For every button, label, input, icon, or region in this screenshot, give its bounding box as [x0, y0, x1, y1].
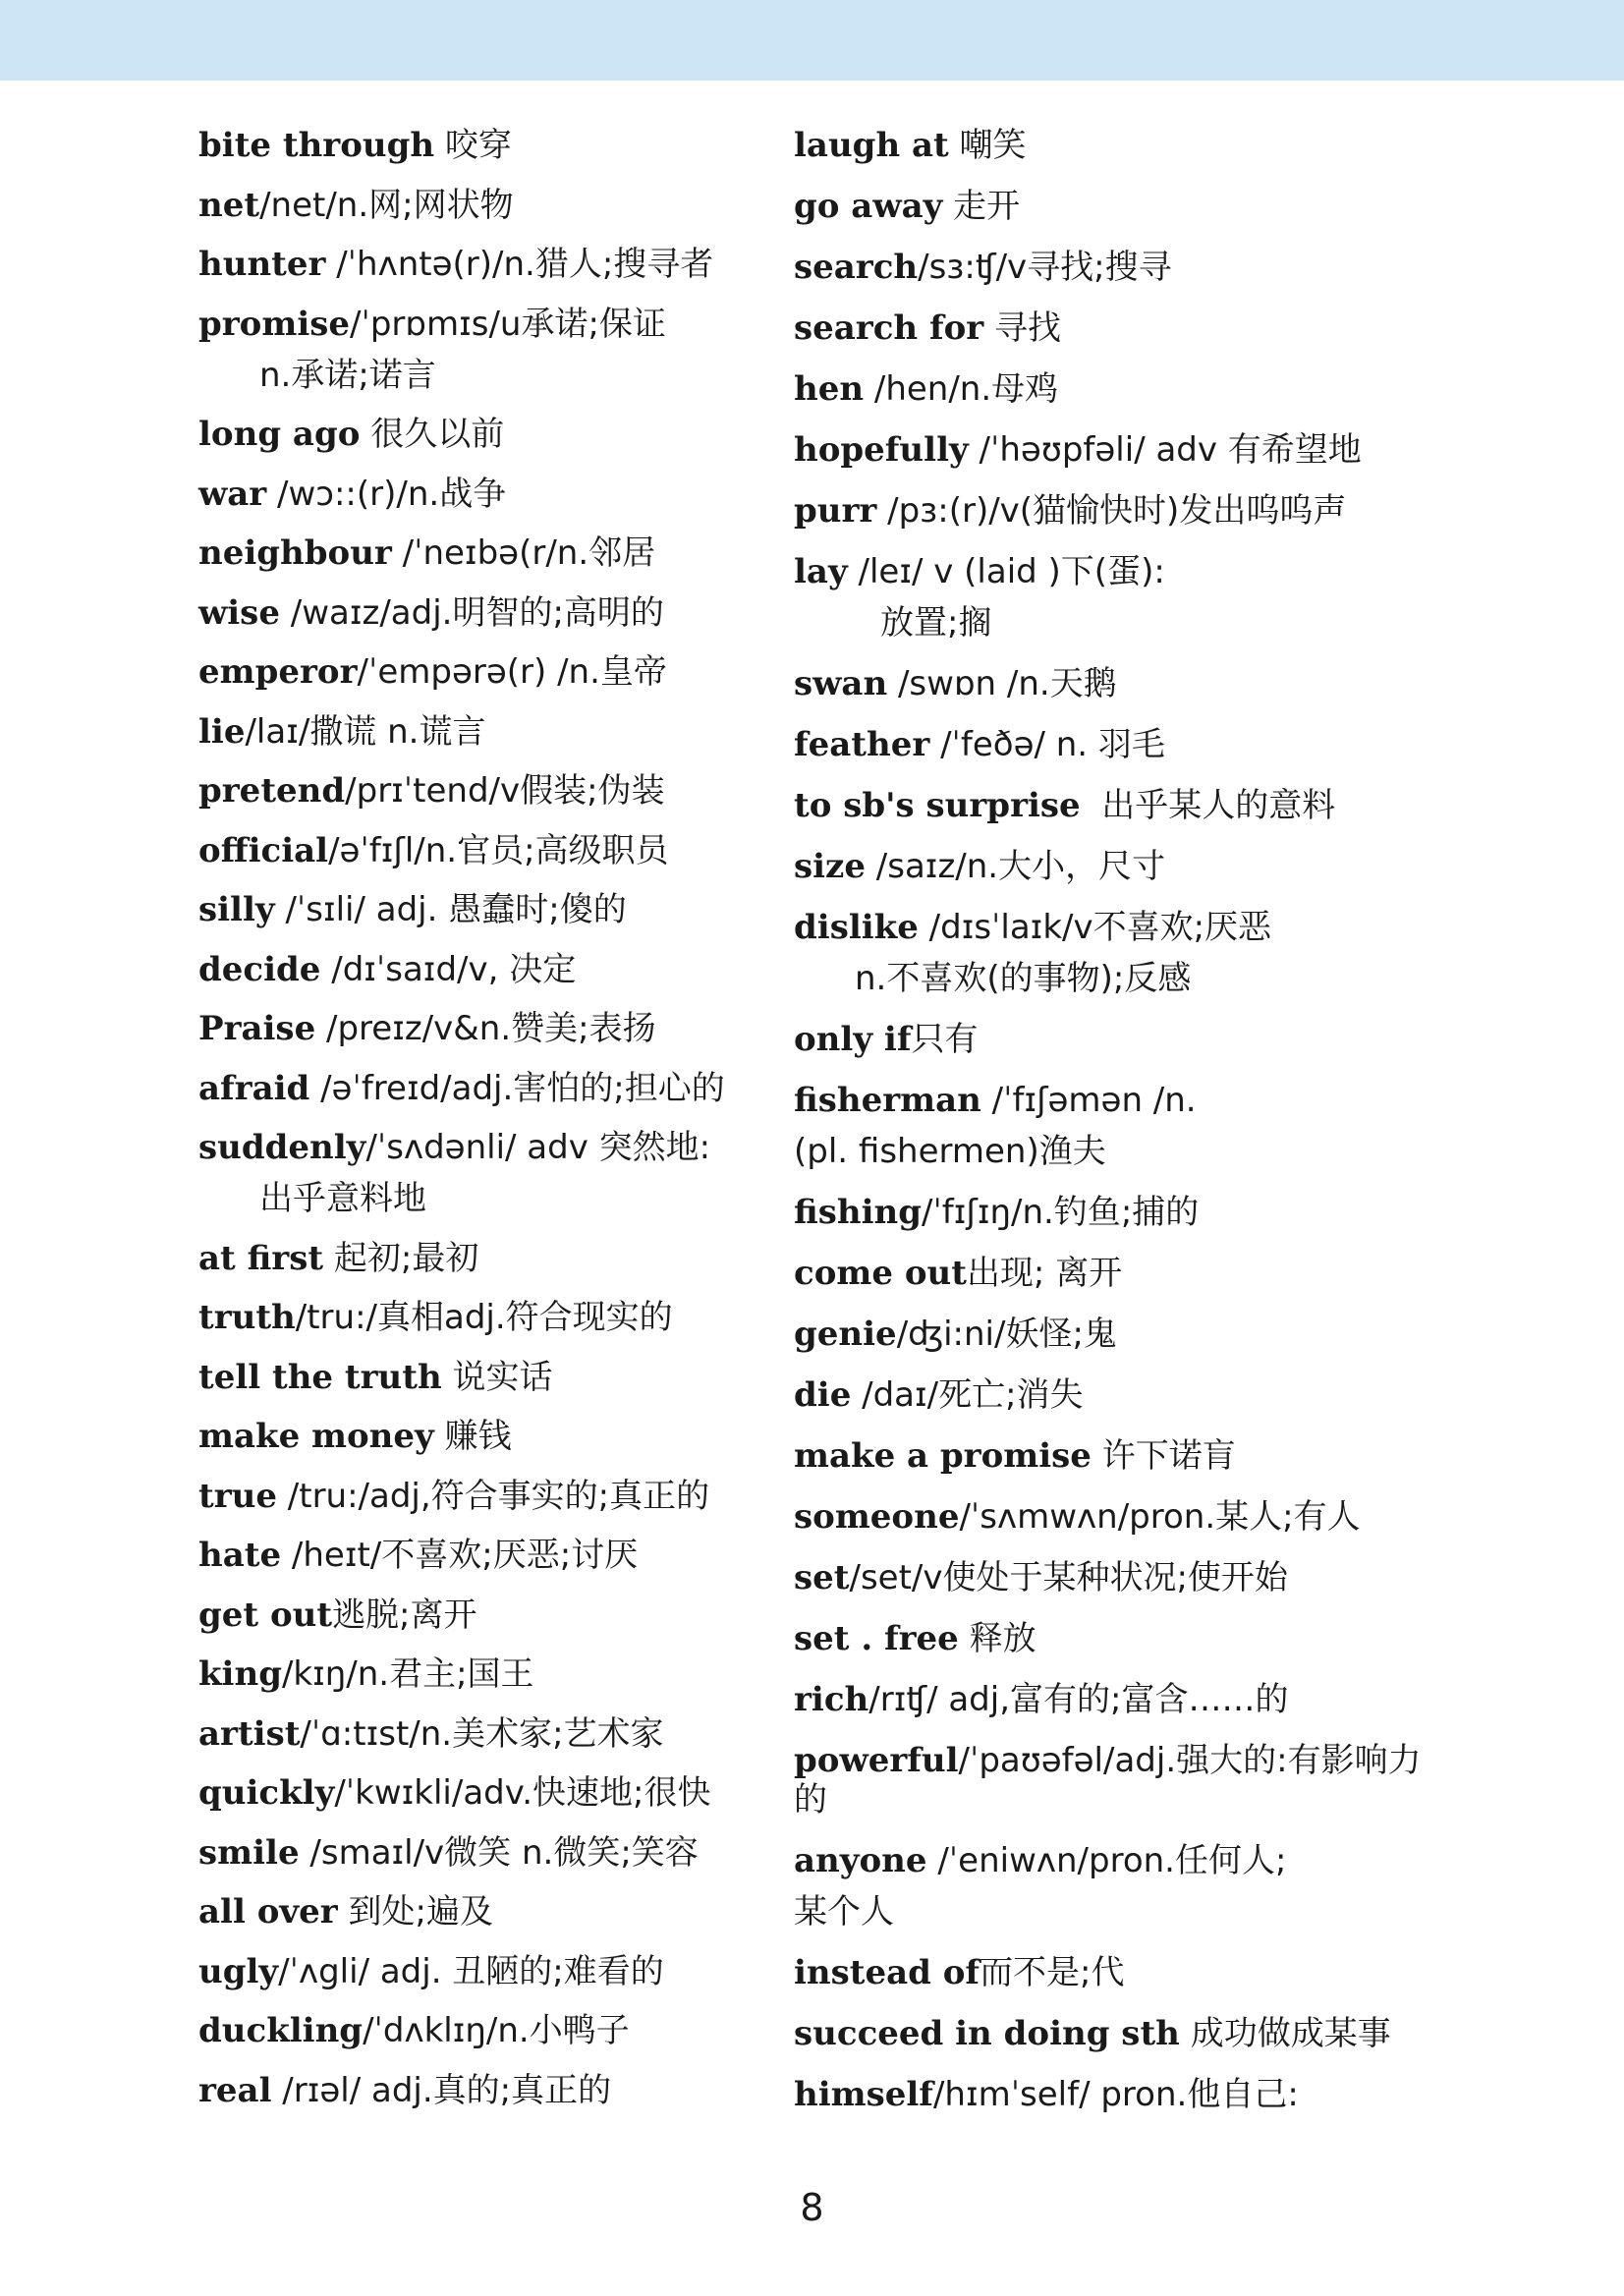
- vocab-definition: 出现; 离开: [966, 1254, 1123, 1293]
- vocab-entry: [794, 908, 1423, 998]
- vocab-definition: /dɪˈsaɪd/v, 决定: [320, 949, 577, 989]
- vocab-definition: /ˈfeðə/ n. 羽毛: [929, 725, 1165, 764]
- vocab-word: powerful: [794, 1741, 959, 1780]
- vocab-word: smile: [198, 1832, 300, 1873]
- vocab-entry: [198, 475, 749, 514]
- vocab-entry: [794, 1680, 1423, 1719]
- header-band: [0, 0, 1624, 81]
- vocab-definition: 成功做成某事: [1179, 2014, 1391, 2053]
- vocab-definition: 起初;最初: [323, 1238, 479, 1278]
- vocab-definition: /ˈhəʊpfəli/ adv 有希望地: [968, 430, 1362, 470]
- left-column: [198, 126, 749, 2130]
- vocab-definition: /rɪəl/ adj.真的;真正的: [271, 2070, 612, 2110]
- vocab-entry: [198, 415, 749, 454]
- vocab-definition: /ˈpaʊəfəl/adj.强大的:有影响力的: [794, 1741, 1422, 1820]
- vocab-entry: [198, 1358, 749, 1397]
- vocab-definition: /tru:/adj,符合事实的;真正的: [276, 1476, 710, 1516]
- vocab-entry: [198, 652, 749, 692]
- vocab-definition: /dɪsˈlaɪk/v不喜欢;厌恶: [918, 908, 1272, 947]
- vocab-definition: /prɪˈtend/v假装;伪装: [345, 771, 665, 811]
- vocab-entry: [794, 1558, 1423, 1597]
- vocab-word: rich: [794, 1680, 869, 1719]
- vocab-entry: [198, 1239, 749, 1278]
- vocab-entry: [794, 1741, 1423, 1820]
- vocab-definition: /ˈsʌmwʌn/pron.某人;有人: [959, 1497, 1361, 1537]
- vocab-word: all over: [198, 1892, 338, 1932]
- vocab-definition: 释放: [958, 1619, 1036, 1658]
- vocab-definition: 许下诺肓: [1091, 1436, 1236, 1476]
- vocab-entry: [198, 1596, 749, 1635]
- vocab-definition: /əˈfɪʃl/n.官员;高级职员: [328, 830, 669, 870]
- vocab-word: lie: [198, 711, 246, 752]
- vocab-word: only if: [794, 1020, 912, 1059]
- vocab-word: promise: [198, 304, 351, 344]
- vocab-entry: [198, 1714, 749, 1754]
- vocab-definition: 很久以前: [360, 415, 505, 454]
- vocab-word: artist: [198, 1713, 301, 1754]
- vocab-word: go away: [794, 187, 943, 226]
- vocab-entry: [198, 186, 749, 225]
- vocab-word: someone: [794, 1497, 960, 1537]
- vocab-word: pretend: [198, 771, 346, 811]
- vocab-definition: /saɪz/n.大小，尺寸: [866, 847, 1166, 886]
- vocab-definition: /waɪz/adj.明智的;高明的: [279, 592, 664, 633]
- vocab-definition: /ˈsʌdənli/ adv 突然地:: [365, 1128, 711, 1167]
- vocab-definition: 出乎某人的意料: [1080, 786, 1336, 825]
- vocab-definition: /ˈkwɪkli/adv.快速地;很快: [334, 1773, 711, 1813]
- vocab-definition-continued: 放置;搁: [880, 603, 992, 643]
- vocab-entry: [198, 533, 749, 573]
- vocab-entry: [794, 1081, 1423, 1171]
- vocab-word: succeed in doing sth: [794, 2014, 1180, 2053]
- vocab-definition: 而不是;代: [980, 1953, 1125, 1992]
- vocab-definition: /ˈneɪbə(r/n.邻居: [391, 533, 656, 573]
- vocab-entry: [198, 593, 749, 633]
- vocab-entry: [198, 950, 749, 989]
- vocab-definition: 到处;遍及: [337, 1892, 493, 1932]
- vocab-word: duckling: [198, 2011, 364, 2050]
- vocab-word: set . free: [794, 1619, 959, 1658]
- vocab-word: quickly: [198, 1773, 335, 1813]
- vocab-entry: [198, 1477, 749, 1516]
- vocab-definition: /leɪ/ v (laid )下(蛋):: [847, 552, 1165, 591]
- vocab-word: at first: [198, 1238, 324, 1278]
- vocab-definition: 逃脱;离开: [332, 1595, 477, 1635]
- vocab-entry: [794, 1020, 1423, 1059]
- vocab-entry: [794, 2014, 1423, 2053]
- vocab-definition-continued: n.不喜欢(的事物);反感: [855, 959, 1192, 998]
- vocab-entry: [198, 771, 749, 811]
- vocab-definition: 走开: [942, 187, 1021, 226]
- vocab-word: net: [198, 185, 260, 225]
- vocab-word: search: [794, 248, 919, 287]
- vocab-definition: /kɪŋ/n.君主;国王: [281, 1654, 534, 1694]
- vocab-definition: /smaɪl/v微笑 n.微笑;笑容: [299, 1832, 699, 1873]
- vocab-definition: /ˈempərə(r) /n.皇帝: [357, 652, 667, 692]
- vocab-word: suddenly: [198, 1128, 366, 1167]
- vocab-word: swan: [794, 664, 888, 703]
- vocab-definition: 嘲笑: [948, 126, 1027, 165]
- vocab-word: search for: [794, 308, 984, 348]
- vocab-entry: [794, 664, 1423, 703]
- vocab-definition: /net/n.网;网状物: [259, 185, 514, 225]
- vocab-definition: /daɪ/死亡;消失: [851, 1375, 1084, 1415]
- vocab-word: neighbour: [198, 533, 392, 573]
- vocab-entry: [794, 847, 1423, 886]
- vocab-definition: /heɪt/不喜欢;厌恶;讨厌: [281, 1536, 639, 1575]
- vocab-word: himself: [794, 2075, 933, 2114]
- vocab-word: set: [794, 1558, 850, 1597]
- vocab-definition: /wɔ::(r)/n.战争: [266, 474, 507, 514]
- vocab-entry: [794, 725, 1423, 764]
- vocab-word: purr: [794, 491, 877, 531]
- vocab-entry: [794, 430, 1423, 470]
- vocab-entry: [198, 1417, 749, 1456]
- vocab-word: instead of: [794, 1953, 980, 1992]
- vocab-definition: /pɜ:(r)/v(猫愉快时)发出呜呜声: [876, 491, 1347, 531]
- vocab-entry: [198, 1009, 749, 1048]
- vocab-word: lay: [794, 552, 848, 591]
- vocab-definition: /set/v使处于某种状况;使开始: [849, 1558, 1288, 1597]
- vocab-definition: /ʤi:ni/妖怪;鬼: [896, 1315, 1117, 1354]
- vocab-entry: [794, 1953, 1423, 1992]
- vocab-entry: [198, 2011, 749, 2050]
- vocab-definition: 咬穿: [434, 126, 512, 165]
- vocab-entry: [198, 126, 749, 165]
- vocab-word: dislike: [794, 908, 919, 947]
- vocab-word: king: [198, 1654, 282, 1694]
- vocab-word: make a promise: [794, 1436, 1092, 1476]
- vocab-word: hopefully: [794, 430, 969, 470]
- vocab-word: decide: [198, 949, 321, 989]
- vocab-word: war: [198, 474, 267, 514]
- vocab-definition: /ˈhʌntə(r)/n.猎人;搜寻者: [325, 245, 714, 284]
- vocab-definition: 只有: [911, 1020, 979, 1059]
- vocab-definition: /tru:/真相adj.符合现实的: [295, 1298, 673, 1337]
- right-column: [794, 126, 1423, 2136]
- vocab-entry: [198, 2071, 749, 2110]
- vocab-entry: [794, 786, 1423, 825]
- vocab-word: official: [198, 830, 329, 870]
- vocab-word: hate: [198, 1536, 282, 1575]
- vocab-entry: [198, 245, 749, 284]
- vocab-definition: /laɪ/撒谎 n.谎言: [245, 711, 486, 752]
- vocab-entry: [794, 491, 1423, 531]
- vocab-definition-continued: (pl. fishermen)渔夫: [794, 1132, 1106, 1171]
- vocab-word: bite through: [198, 126, 435, 165]
- vocab-word: hen: [794, 369, 865, 409]
- vocab-definition: /ˈsɪli/ adj. 愚蠢时;傻的: [274, 890, 627, 929]
- vocab-entry: [794, 1841, 1423, 1932]
- page-number: 8: [800, 2186, 824, 2229]
- vocab-entry: [198, 1833, 749, 1873]
- vocab-entry: [794, 1315, 1423, 1354]
- vocab-entry: [794, 248, 1423, 287]
- vocab-word: genie: [794, 1315, 897, 1354]
- vocab-word: afraid: [198, 1068, 310, 1108]
- vocab-definition: /ˈeniwʌn/pron.任何人;: [926, 1841, 1287, 1880]
- vocab-word: real: [198, 2070, 272, 2110]
- vocab-definition: /ˈɑ:tɪst/n.美术家;艺术家: [300, 1713, 664, 1754]
- vocab-word: silly: [198, 890, 275, 929]
- vocab-entry: [198, 1952, 749, 1991]
- vocab-word: size: [794, 847, 866, 886]
- vocab-definition: /hɪmˈself/ pron.他自己:: [932, 2075, 1299, 2114]
- vocab-word: ugly: [198, 1951, 279, 1991]
- vocab-definition: /hen/n.母鸡: [864, 369, 1059, 409]
- vocab-definition: /ˈfɪʃɪŋ/n.钓鱼;捕的: [922, 1193, 1200, 1232]
- vocab-word: come out: [794, 1254, 967, 1293]
- vocab-word: long ago: [198, 415, 361, 454]
- vocab-definition-continued: 出乎意料地: [259, 1179, 426, 1218]
- vocab-word: true: [198, 1476, 277, 1516]
- vocab-word: tell the truth: [198, 1357, 442, 1397]
- vocab-definition: 说实话: [441, 1357, 553, 1397]
- vocab-entry: [794, 1254, 1423, 1293]
- vocab-entry: [794, 552, 1423, 643]
- vocab-entry: [794, 1497, 1423, 1537]
- vocab-entry: [198, 1892, 749, 1932]
- vocab-entry: [794, 1436, 1423, 1476]
- vocab-word: to sb's surprise: [794, 786, 1081, 825]
- vocab-entry: [198, 305, 749, 395]
- vocab-entry: [794, 369, 1423, 409]
- vocab-word: truth: [198, 1298, 296, 1337]
- vocab-definition: /ˈfɪʃəmən /n.: [980, 1081, 1197, 1120]
- vocab-definition: 寻找: [983, 308, 1062, 348]
- vocab-entry: [794, 187, 1423, 226]
- vocab-definition-continued: 某个人: [794, 1892, 894, 1932]
- vocab-entry: [794, 308, 1423, 348]
- vocab-definition: /ˈʌgli/ adj. 丑陋的;难看的: [278, 1951, 664, 1991]
- vocab-word: wise: [198, 592, 280, 633]
- vocab-word: fisherman: [794, 1081, 981, 1120]
- vocab-entry: [198, 1536, 749, 1575]
- vocab-word: laugh at: [794, 126, 949, 165]
- vocab-definition: /swɒn /n.天鹅: [887, 664, 1117, 703]
- vocab-definition: /əˈfreɪd/adj.害怕的;担心的: [309, 1068, 725, 1108]
- vocab-definition: /ˈprɒmɪs/u承诺;保证: [350, 304, 666, 344]
- vocab-entry: [198, 890, 749, 929]
- vocab-word: emperor: [198, 652, 358, 692]
- vocab-definition: /preɪz/v&n.赞美;表扬: [315, 1009, 656, 1048]
- vocab-definition: /sɜ:ʧ/v寻找;搜寻: [918, 248, 1172, 287]
- vocab-word: hunter: [198, 245, 326, 284]
- vocab-word: Praise: [198, 1009, 316, 1048]
- vocab-word: make money: [198, 1417, 434, 1456]
- vocab-entry: [794, 1619, 1423, 1658]
- vocab-definition: /rɪʧ/ adj,富有的;富含……的: [868, 1680, 1289, 1719]
- vocab-entry: [198, 1654, 749, 1694]
- vocab-entry: [794, 1375, 1423, 1415]
- vocab-word: die: [794, 1375, 852, 1415]
- vocab-entry: [198, 1069, 749, 1108]
- vocab-word: feather: [794, 725, 930, 764]
- vocab-entry: [198, 1773, 749, 1813]
- vocab-definition: /ˈdʌklɪŋ/n.小鸭子: [363, 2011, 630, 2050]
- vocab-word: get out: [198, 1595, 333, 1635]
- vocab-entry: [794, 126, 1423, 165]
- vocab-entry: [198, 712, 749, 752]
- vocab-definition: 赚钱: [433, 1417, 512, 1456]
- vocab-word: anyone: [794, 1841, 927, 1880]
- vocab-entry: [794, 1193, 1423, 1232]
- vocab-entry: [198, 1298, 749, 1337]
- vocab-entry: [198, 1128, 749, 1218]
- vocab-word: fishing: [794, 1193, 922, 1232]
- vocab-entry: [198, 831, 749, 870]
- vocab-entry: [794, 2075, 1423, 2114]
- vocab-definition-continued: n.承诺;诺言: [259, 355, 436, 395]
